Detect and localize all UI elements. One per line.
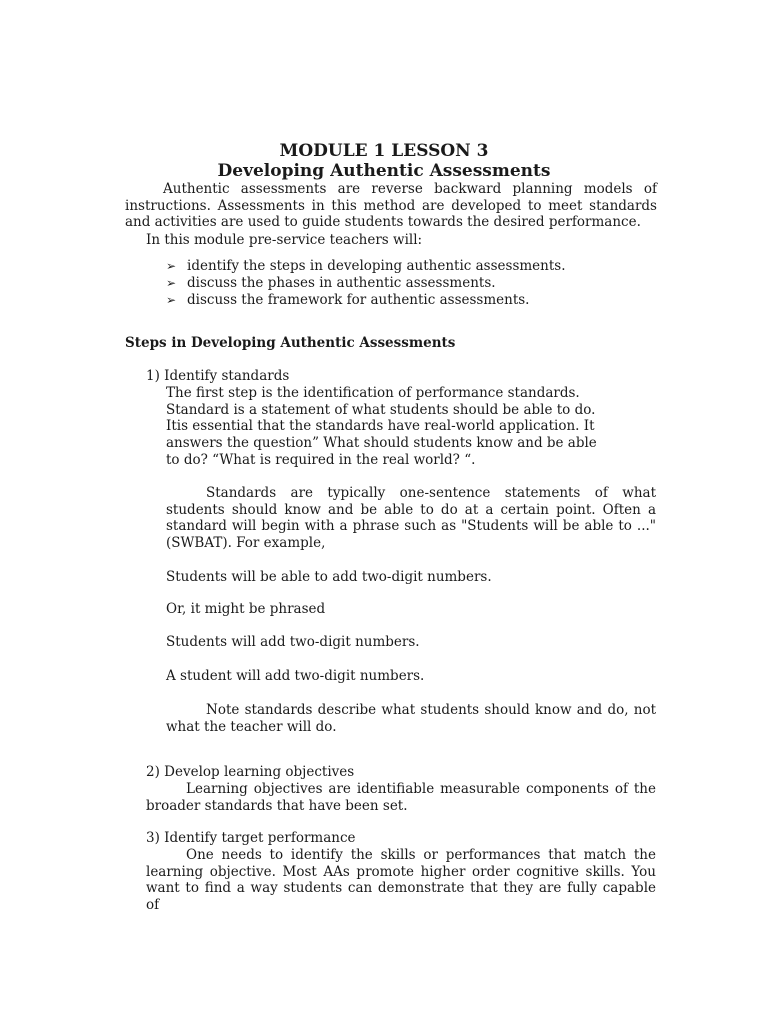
objective-item xyxy=(166,275,566,292)
intro-lead-in: In this module pre-service teachers will: xyxy=(146,232,423,248)
section-heading: Steps in Developing Authentic Assessments xyxy=(125,335,456,351)
objective-text: discuss the phases in authentic assessments. xyxy=(187,275,496,291)
step1-body: The first step is the identification of performance standards. Standard is a statement of what students should be able to do. Itis essential that the standards have real-world application. It answers the question” What should students know and be able to do? “What is required in the real world? “. xyxy=(166,385,597,468)
arrow-bullet-icon: ➢ xyxy=(166,276,177,290)
step2-body: Learning objectives are identifiable measurable components of the broader standards that have been set. xyxy=(146,781,656,814)
note-paragraph: Note standards describe what students should know and do, not what the teacher will do. xyxy=(166,702,656,735)
example-1: Students will be able to add two-digit numbers. xyxy=(166,569,492,585)
step3-title: 3) Identify target performance xyxy=(146,830,356,846)
intro-paragraph: Authentic assessments are reverse backward planning models of instructions. Assessments in this method are developed to meet standards and activities are used to guide students towards the desired performance. xyxy=(125,181,657,231)
example-2: Students will add two-digit numbers. xyxy=(166,634,420,650)
module-title: MODULE 1 LESSON 3 xyxy=(279,141,489,161)
step2-title: 2) Develop learning objectives xyxy=(146,764,355,780)
example-connector: Or, it might be phrased xyxy=(166,601,326,617)
arrow-bullet-icon: ➢ xyxy=(166,259,177,273)
step1-title: 1) Identify standards xyxy=(146,368,290,384)
objective-text: identify the steps in developing authentic assessments. xyxy=(187,258,566,274)
objective-item xyxy=(166,258,566,275)
lesson-title: Developing Authentic Assessments xyxy=(217,161,551,181)
arrow-bullet-icon: ➢ xyxy=(166,293,177,307)
objective-text: discuss the framework for authentic assessments. xyxy=(187,292,530,308)
step3-body: One needs to identify the skills or performances that match the learning objective. Most AAs promote higher order cognitive skills. You want to find a way students can demonstrate that they are fully capable of xyxy=(146,847,656,914)
example-3: A student will add two-digit numbers. xyxy=(166,668,425,684)
standards-paragraph: Standards are typically one-sentence statements of what students should know and be able to do at a certain point. Often a standard will begin with a phrase such as "Students will be able to ..." (SWBAT). For example, xyxy=(166,485,656,552)
objectives-list xyxy=(166,258,566,309)
objective-item xyxy=(166,292,566,309)
